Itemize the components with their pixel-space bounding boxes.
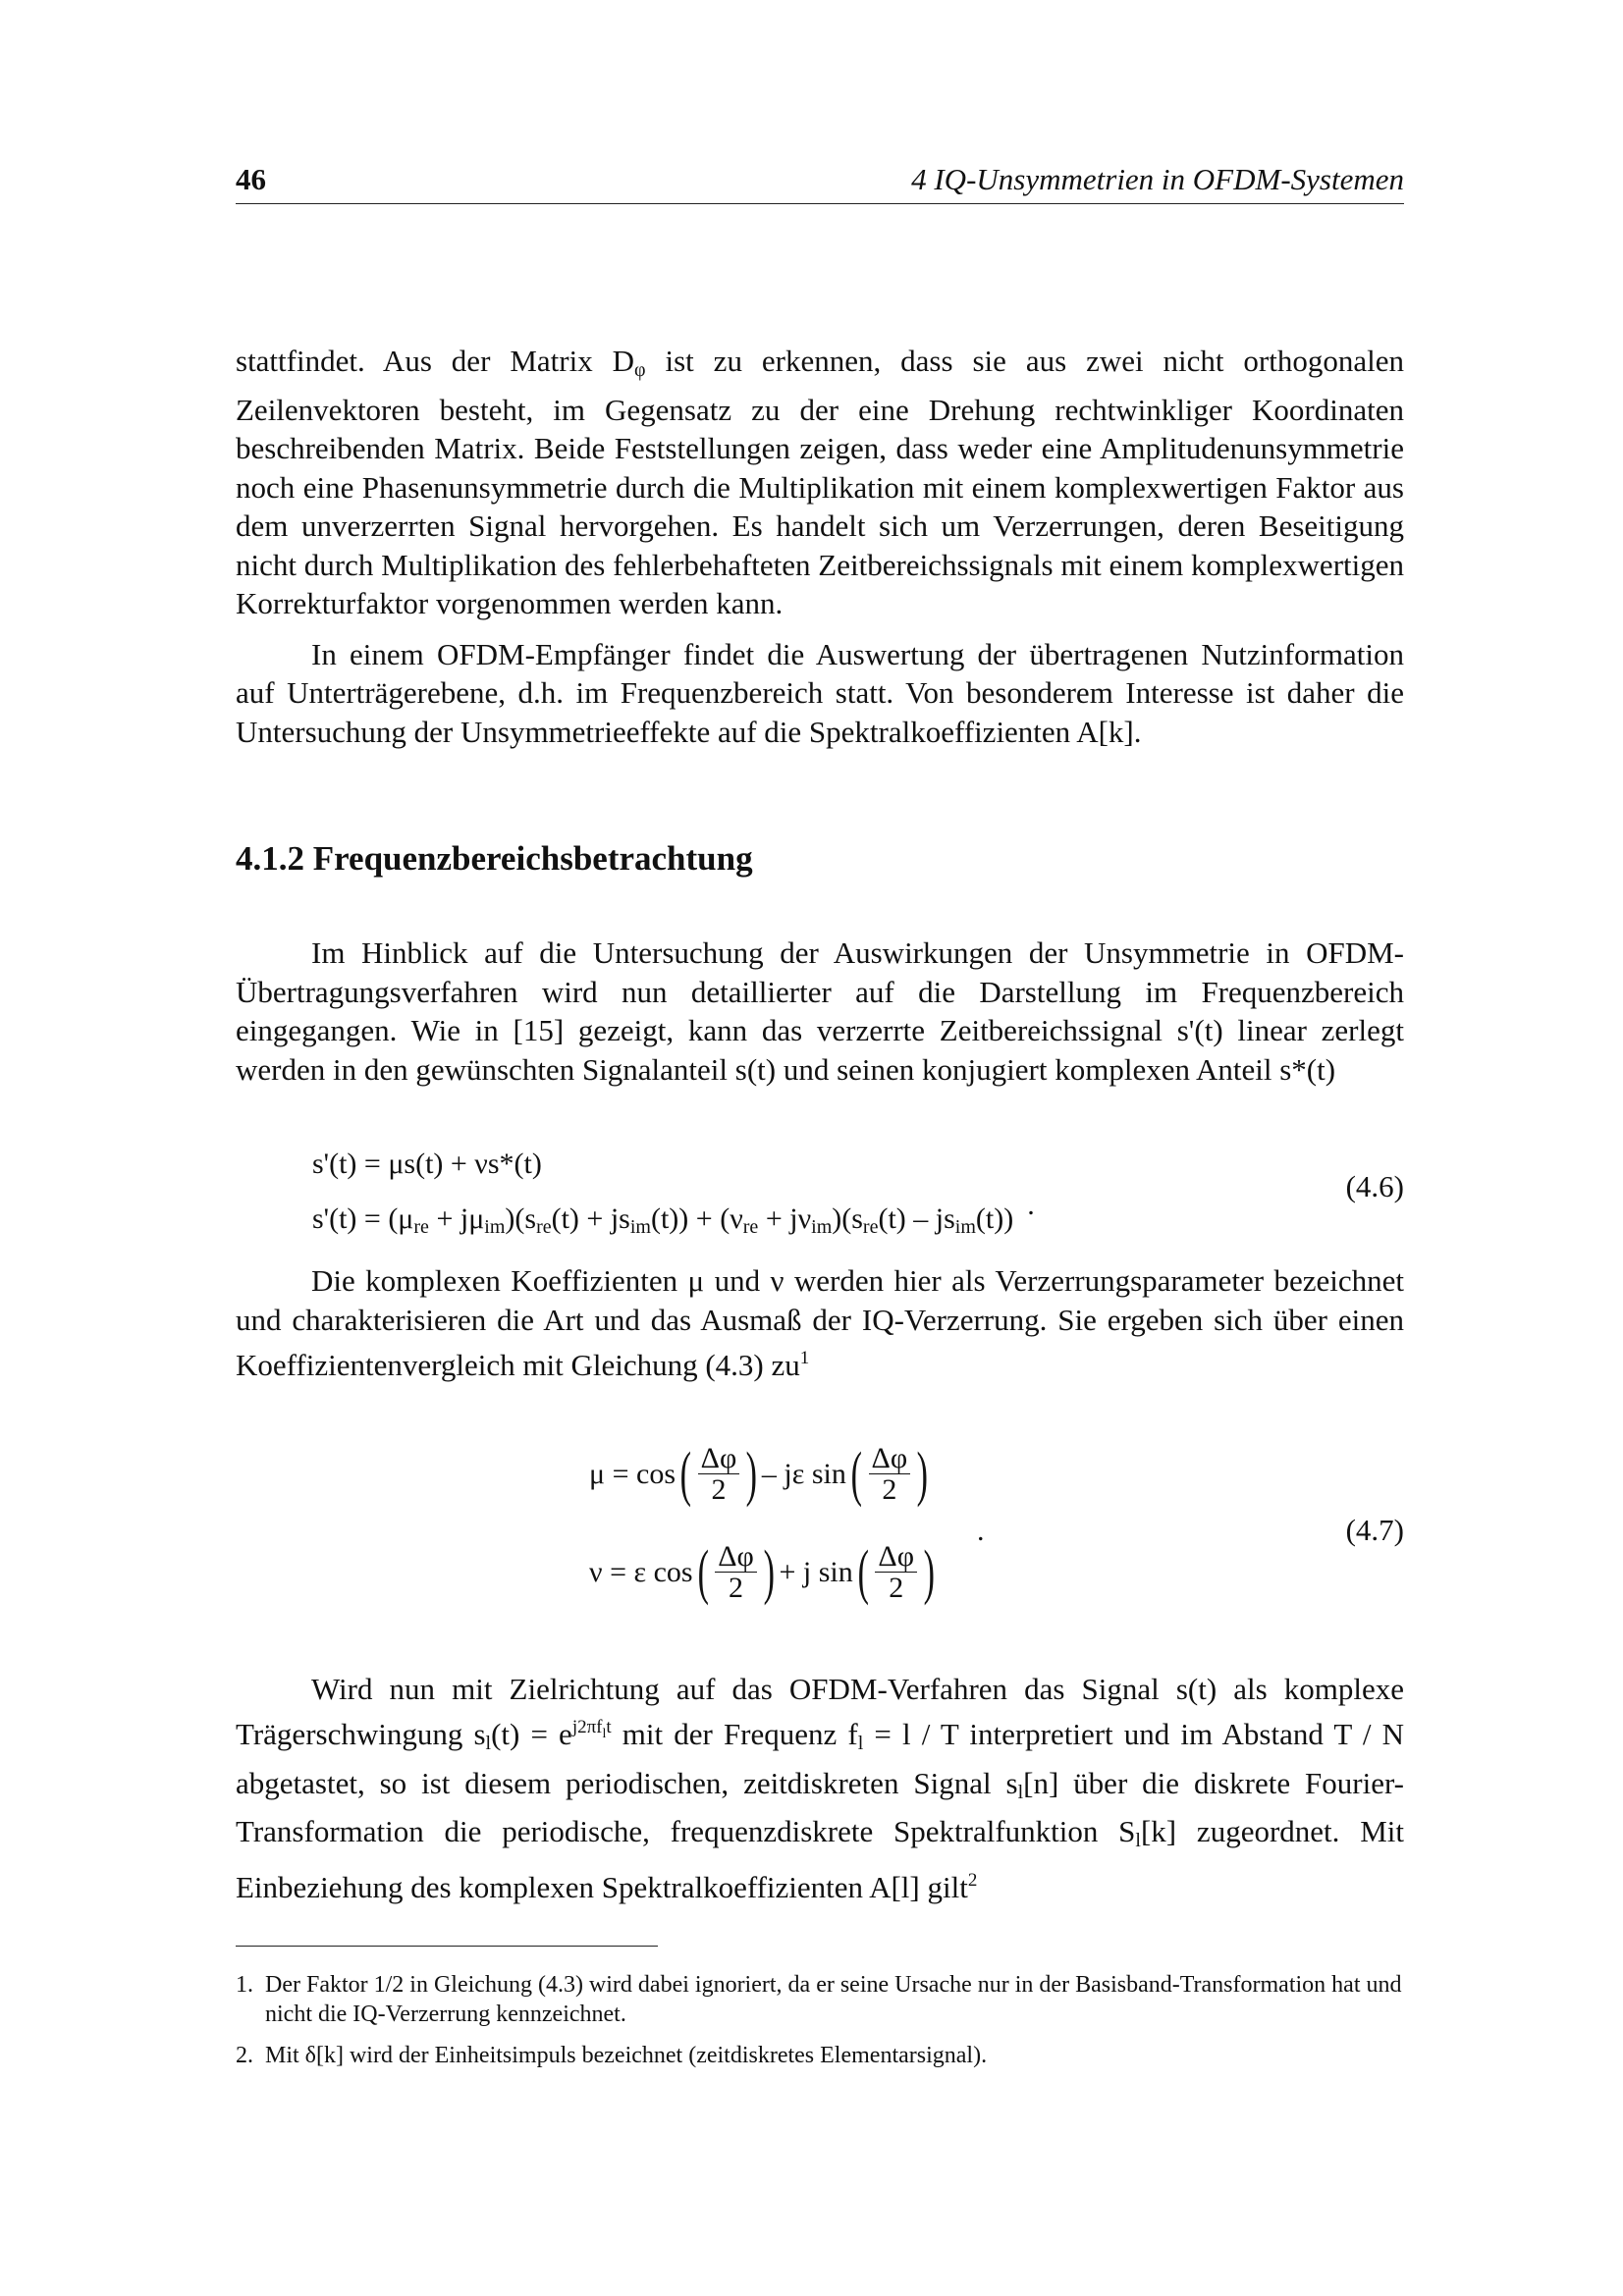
footnote-ref-1: 1 [799, 1348, 810, 1368]
paragraph-3: Im Hinblick auf die Untersuchung der Auswirkungen der Unsymmetrie in OFDM-Übertragungsverfahren wird nun detaillierter auf die Darstellung im Frequenzbereich eingegangen. Wie in [15] gezeigt, kann das verzerrte Zeitbereichssignal s'(t) linear zerlegt werden in den gewünschten Signalanteil s(t) und seinen konjugiert komplexen Anteil s*(t) [236, 935, 1404, 1087]
eq47-nu-lhs: ν = ε cos [589, 1556, 693, 1588]
running-header [236, 162, 1404, 204]
footnote-1-number: 1. [236, 1972, 253, 1998]
equation-number-4-7: (4.7) [1345, 1512, 1404, 1547]
eq46-line-1: s'(t) = μs(t) + νs*(t) [312, 1148, 542, 1180]
equation-4-6 [312, 1144, 1404, 1238]
section-heading: 4.1.2 Frequenzbereichsbetrachtung [236, 839, 753, 878]
page-number: 46 [236, 162, 266, 196]
page [236, 162, 1404, 2070]
eq46-period: . [1027, 1189, 1035, 1221]
footnote-2-number: 2. [236, 2043, 253, 2068]
paragraph-4 [236, 1261, 1404, 1385]
equation-4-7 [236, 1441, 1404, 1630]
footnote-1 [236, 1970, 1404, 2029]
p1-subscript: φ [634, 359, 646, 381]
eq46-line-2: $s'(t) = (\mu_{re} + j\mu_{im})(s_{re}(t) + js_{im}(t)) + (\nu_{re} + j\nu_{im})(s_{re}(t) - js_{im}(t))$ . [312, 1189, 1035, 1238]
footnote-divider [236, 1946, 658, 1947]
p1-text-b: ist zu erkennen, dass sie aus zwei nicht orthogonalen Zeilenvektoren besteht, im Gegensatz zu der eine Drehung rechtwinkliger Koordinaten beschreibenden Matrix. Beide Feststellungen zeigen, dass weder eine Amplitudenunsymmetrie noch eine Phasenunsymmetrie durch die Multiplikation mit einem komplexwertigen Faktor aus dem unverzerrten Signal hervorgehen. Es handelt sich um Verzerrungen, deren Beseitigung nicht durch Multiplikation des fehlerbehafteten Zeitbereichssignals mit einem komplexwertigen Korrekturfaktor vorgenommen werden kann. [236, 344, 1404, 620]
footnote-ref-2: 2 [967, 1869, 978, 1891]
paragraph-5: Wird nun mit Zielrichtung auf das OFDM-Verfahren das Signal s(t) als komplexe Trägerschwingung $s_l(t) = e^{j2\pi f_lt}$ mit der Frequenz $f_l = l / T$ interpretiert und im Abstand T / N abgetastet, so ist diesem periodischen, zeitdiskreten Signal $s_l[n]$ über die diskrete Fourier-Transformation die periodische, frequenzdiskrete Spektralfunktion $S_l[k]$ zugeordnet. Mit Einbeziehung des komplexen Spektralkoeffizienten A[l] gilt$^2$ [236, 1671, 1404, 1904]
eq47-mu-lhs: μ = cos [589, 1458, 676, 1490]
eq47-nu-mid: + j sin [779, 1556, 853, 1588]
chapter-title: 4 IQ-Unsymmetrien in OFDM-Systemen [911, 162, 1404, 196]
footnote-1-text: Der Faktor 1/2 in Gleichung (4.3) wird dabei ignoriert, da er seine Ursache nur in der Basisband-Transformation hat und nicht die IQ-Verzerrung kennzeichnet. [265, 1972, 1402, 2027]
p1-text-a: stattfindet. Aus der Matrix D [236, 344, 634, 378]
eq47-mu-line: μ = cos ( $\frac{\Delta\varphi}{2}$ ) – jε sin ( $\frac{\Delta\varphi}{2}$ ) [589, 1441, 929, 1508]
equation-number-4-6: (4.6) [1345, 1169, 1404, 1203]
p4-text: Die komplexen Koeffizienten μ und ν werden hier als Verzerrungsparameter bezeichnet und charakterisieren die Art und das Ausmaß der IQ-Verzerrung. Sie ergeben sich über einen Koeffizientenvergleich mit Gleichung (4.3) zu [236, 1263, 1404, 1382]
paragraph-1 [236, 342, 1404, 623]
paragraph-2: In einem OFDM-Empfänger findet die Auswertung der übertragenen Nutzinformation auf Unterträgerebene, d.h. im Frequenzbereich statt. Von besonderem Interesse ist daher die Untersuchung der Unsymmetrieeffekte auf die Spektralkoeffizienten A[k]. [236, 636, 1404, 749]
footnote-2 [236, 2041, 1404, 2070]
eq47-period: . [977, 1514, 985, 1547]
eq47-nu-line: ν = ε cos ( $\frac{\Delta\varphi}{2}$ ) + j sin ( $\frac{\Delta\varphi}{2}$ ) [589, 1539, 936, 1606]
eq47-mu-mid: – jε sin [761, 1458, 846, 1490]
footnote-2-text: Mit δ[k] wird der Einheitsimpuls bezeichnet (zeitdiskretes Elementarsignal). [265, 2043, 988, 2068]
